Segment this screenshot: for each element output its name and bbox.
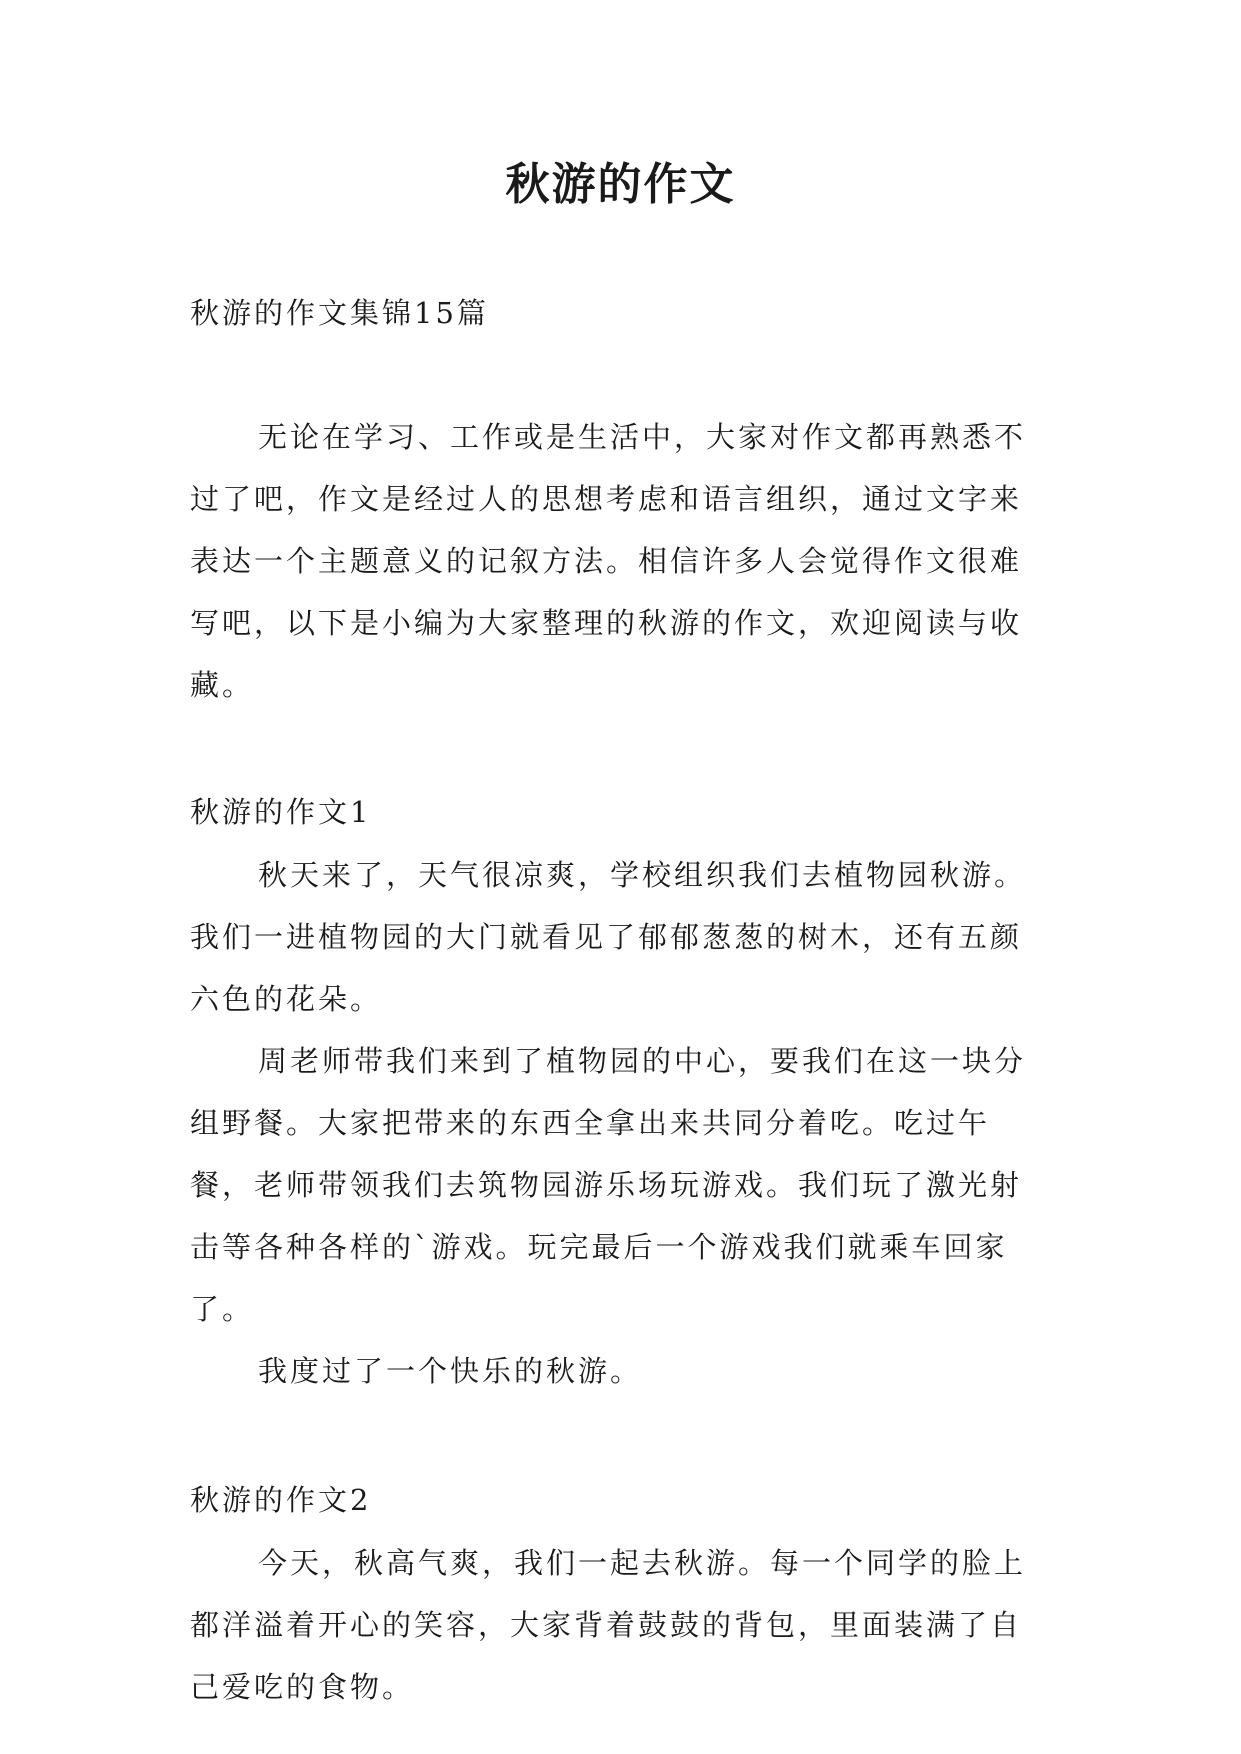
intro-paragraph: 无论在学习、工作或是生活中，大家对作文都再熟悉不过了吧，作文是经过人的思想考虑和语言组织，通过文字来表达一个主题意义的记叙方法。相信许多人会觉得作文很难写吧，以下是小编为大家整理的秋游的作文，欢迎阅读与收藏。 — [190, 420, 1027, 702]
document-body — [190, 293, 1050, 1718]
section-2-paragraph: 今天，秋高气爽，我们一起去秋游。每一个同学的脸上都洋溢着开心的笑容，大家背着鼓鼓的背包，里面装满了自己爱吃的食物。 — [190, 1546, 1027, 1704]
section-heading-2: 秋游的作文2 — [190, 1483, 372, 1517]
section-1-paragraph: 秋天来了，天气很凉爽，学校组织我们去植物园秋游。我们一进植物园的大门就看见了郁郁葱葱的树木，还有五颜六色的花朵。 — [190, 858, 1027, 1016]
document-title: 秋游的作文 — [505, 159, 736, 210]
section-heading-1: 秋游的作文1 — [190, 795, 372, 829]
section-1-paragraph: 我度过了一个快乐的秋游。 — [258, 1354, 643, 1388]
section-1-paragraph: 周老师带我们来到了植物园的中心，要我们在这一块分组野餐。大家把带来的东西全拿出来共同分着吃。吃过午餐，老师带领我们去筑物园游乐场玩游戏。我们玩了激光射击等各种各样的`游戏。玩完最后一个游戏我们就乘车回家了。 — [190, 1044, 1027, 1326]
document-subtitle: 秋游的作文集锦15篇 — [190, 296, 489, 330]
